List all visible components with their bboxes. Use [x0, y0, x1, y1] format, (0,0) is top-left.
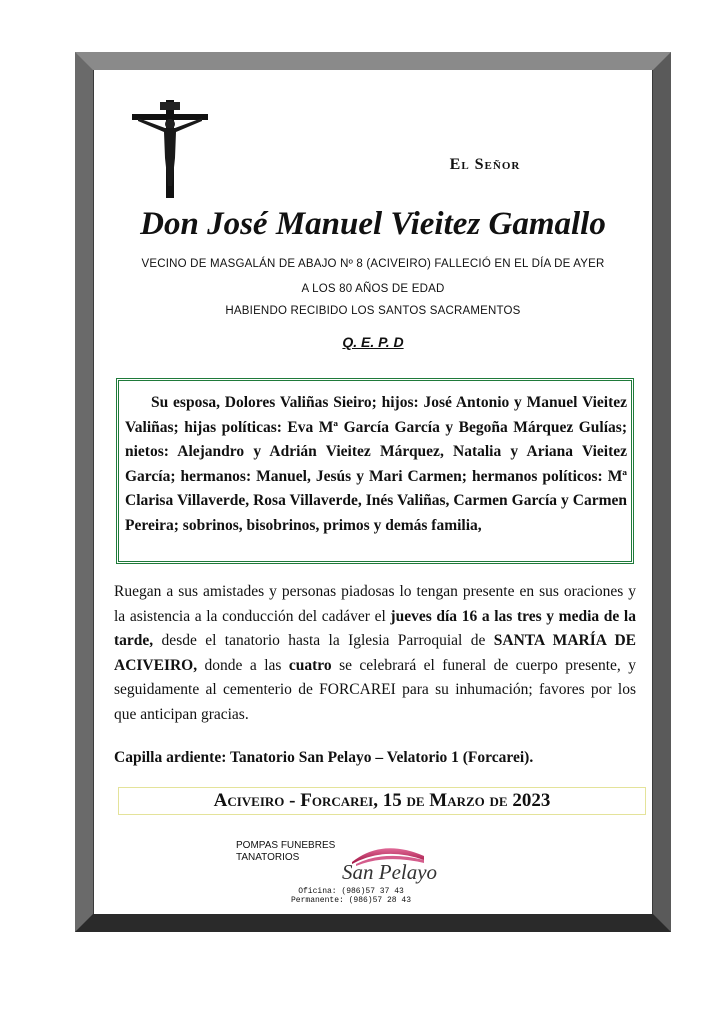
- ruegan-text-2: desde el tanatorio hasta la Iglesia Parroquial de: [153, 632, 494, 649]
- contact-block: [260, 887, 442, 905]
- tanatorios: TANATORIOS: [236, 852, 300, 863]
- ruegan-bold-date: jueves día 16 a las tres y media de la tarde,: [114, 607, 636, 649]
- deceased-name: Don José Manuel Vieitez Gamallo: [140, 206, 606, 242]
- family-text: Su esposa, Dolores Valiñas Sieiro; hijos: José Antonio y Manuel Vieitez Valiñas; hijas políticas: Eva Mª García García y Begoña Márquez Gulías; nietos: Alejandro y Adrián Vieitez Márquez, Natalia y Ariana Vieitez García; hermanos: Manuel, Jesús y Mari Carmen; hermanos políticos: Mª Clarisa Villaverde, Rosa Villaverde, Inés Valiñas, Carmen García y Carmen Pereira; sobrinos, bisobrinos, primos y demás familia,: [125, 394, 627, 534]
- capilla-line: Capilla ardiente: Tanatorio San Pelayo – Velatorio 1 (Forcarei).: [114, 749, 534, 766]
- ruegan-text-1: Ruegan a sus amistades y personas piadosas lo tengan presente en sus oraciones y la asistencia a la conducción del cadáver el: [114, 583, 636, 625]
- family-box: [116, 378, 634, 564]
- san-pelayo-logo: [334, 840, 444, 892]
- ruegan-bold-church: SANTA MARÍA DE ACIVEIRO,: [114, 632, 636, 674]
- sacraments-line: HABIENDO RECIBIDO LOS SANTOS SACRAMENTOS: [225, 305, 521, 317]
- qepd-label: [94, 334, 652, 350]
- ruegan-paragraph: [114, 580, 636, 727]
- age-line: A LOS 80 AÑOS DE EDAD: [301, 283, 445, 295]
- el-senor-heading: El Señor: [449, 156, 521, 173]
- qepd-text: Q. E. P. D: [342, 334, 404, 350]
- pompas-funebres: POMPAS FUNEBRES: [236, 840, 336, 851]
- ruegan-text-3: donde a las: [197, 656, 289, 674]
- ruegan-text-4: se celebrará el funeral de cuerpo presente, y seguidamente al cementerio de FORCAREI para su inhumación; favores por los que anticipan gracias.: [114, 656, 636, 723]
- ruegan-bold-time: cuatro: [288, 656, 332, 674]
- logo-text: San Pelayo: [342, 860, 438, 884]
- permanente-phone: Permanente: (986)57 28 43: [290, 896, 412, 905]
- funeral-home-label: [236, 840, 335, 864]
- crucifix-icon: [132, 100, 208, 198]
- date-line-box: [118, 787, 646, 815]
- date-line: Aciveiro - Forcarei, 15 de Marzo de 2023: [213, 790, 551, 811]
- residence-line: VECINO DE MASGALÁN DE ABAJO Nº 8 (ACIVEIRO) FALLECIÓ EN EL DÍA DE AYER: [141, 258, 605, 270]
- oficina-phone: Oficina: (986)57 37 43: [298, 887, 404, 896]
